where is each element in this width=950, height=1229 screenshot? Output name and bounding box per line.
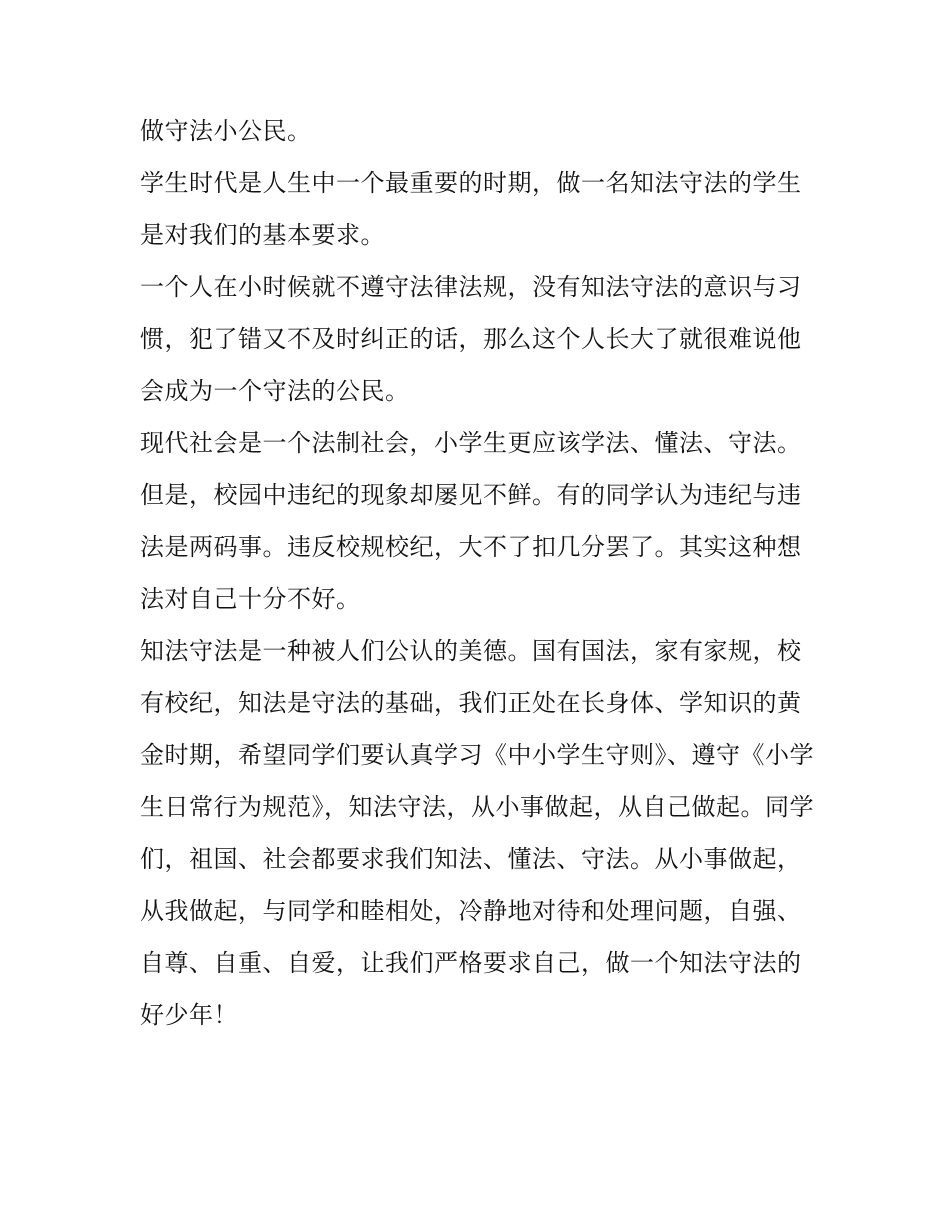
paragraph-2: 一个人在小时候就不遵守法律法规，没有知法守法的意识与习惯，犯了错又不及时纠正的话，那么这个人长大了就很难说他会成为一个守法的公民。: [140, 273, 802, 405]
paragraph-1: 学生时代是人生中一个最重要的时期，做一名知法守法的学生是对我们的基本要求。: [140, 169, 802, 249]
paragraph-title: 做守法小公民。: [140, 117, 312, 145]
paragraph-3: 现代社会是一个法制社会，小学生更应该学法、懂法、守法。但是，校园中违纪的现象却屡见不鲜。有的同学认为违纪与违法是两码事。违反校规校纪，大不了扣几分罢了。其实这种想法对自己十分不好。: [140, 429, 802, 613]
paragraph-4: 知法守法是一种被人们公认的美德。国有国法，家有家规，校有校纪，知法是守法的基础，我们正处在长身体、学知识的黄金时期，希望同学们要认真学习《中小学生守则》、遵守《小学生日常行为规范》，知法守法，从小事做起，从自己做起。同学们，祖国、社会都要求我们知法、懂法、守法。从小事做起，从我做起，与同学和睦相处，冷静地对待和处理问题，自强、自尊、自重、自爱，让我们严格要求自己，做一个知法守法的好少年！: [140, 637, 814, 1029]
document-body: [140, 105, 820, 1041]
